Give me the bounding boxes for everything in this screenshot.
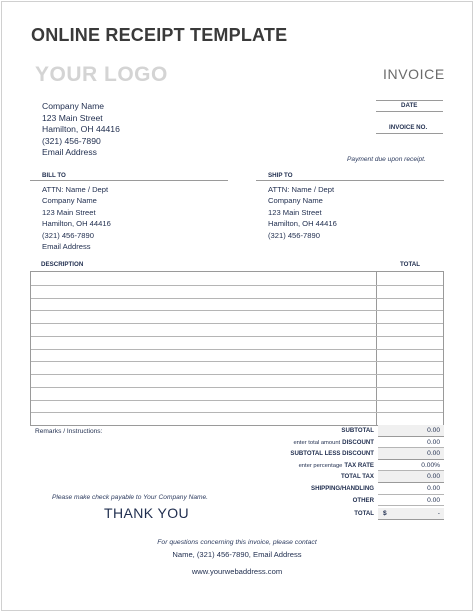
discount-note: enter total amount [293, 439, 341, 446]
grand-total-row [250, 508, 444, 520]
thank-you-text: THANK YOU [104, 505, 190, 521]
date-top-line [376, 100, 443, 101]
ship-to-divider [256, 180, 444, 181]
discount-input[interactable]: 0.00 [378, 437, 444, 449]
date-label: DATE [401, 102, 418, 109]
line-item-row-divider [31, 310, 443, 311]
ship-to-street: 123 Main Street [268, 207, 322, 217]
shipping-label: SHIPPING/HANDLING [311, 485, 374, 492]
invoice-no-label: INVOICE NO. [389, 124, 428, 131]
other-input[interactable]: 0.00 [378, 495, 444, 507]
company-email: Email Address [42, 147, 97, 158]
grand-total-amount: - [437, 510, 440, 517]
currency-symbol: $ [383, 510, 387, 517]
line-items-header [30, 260, 444, 271]
company-phone: (321) 456-7890 [42, 135, 101, 146]
other-label: OTHER [352, 496, 374, 504]
subtotal-label: SUBTOTAL [341, 427, 374, 434]
check-payable-note: Please make check payable to Your Company Name. [52, 494, 209, 501]
bill-to-phone: (321) 456-7890 [42, 230, 94, 240]
line-item-row-divider [31, 349, 443, 350]
line-item-row-divider [31, 412, 443, 413]
bill-to-divider [30, 180, 228, 181]
subtotal-less-discount-value: 0.00 [378, 448, 444, 460]
subtotal-less-discount-row [250, 448, 444, 460]
payment-note: Payment due upon receipt. [347, 156, 426, 163]
remarks-label: Remarks / Instructions: [35, 428, 103, 435]
line-item-row-divider [31, 285, 443, 286]
total-tax-label: TOTAL TAX [340, 473, 374, 481]
tax-rate-input[interactable]: 0.00% [378, 460, 444, 472]
subtotal-row [250, 425, 444, 437]
ship-to-label: SHIP TO [268, 172, 293, 179]
bill-to-attn: ATTN: Name / Dept [42, 185, 109, 194]
total-column-header: TOTAL [400, 261, 421, 268]
ship-to-address [268, 184, 337, 241]
grand-total-value [378, 508, 444, 520]
ship-to-phone: (321) 456-7890 [268, 230, 320, 240]
bill-to-company: Company Name [42, 196, 97, 206]
invoice-no-field[interactable] [376, 133, 443, 134]
page-title: ONLINE RECEIPT TEMPLATE [31, 25, 288, 45]
line-items-table [30, 260, 444, 271]
subtotal-value: 0.00 [378, 425, 444, 437]
discount-label: DISCOUNT [342, 438, 374, 446]
line-item-row-divider [31, 361, 443, 362]
other-row [250, 495, 444, 507]
ship-to-company: Company Name [268, 196, 323, 206]
line-item-row-divider [31, 323, 443, 324]
footer-website[interactable]: www.yourwebaddress.com [191, 567, 283, 576]
line-item-row-divider [31, 336, 443, 337]
description-column-header: DESCRIPTION [41, 261, 84, 268]
company-city: Hamilton, OH 44416 [42, 124, 120, 135]
total-tax-value: 0.00 [378, 471, 444, 483]
bill-to-city: Hamilton, OH 44416 [42, 219, 111, 229]
line-item-row-divider [31, 400, 443, 401]
footer-contact: Name, (321) 456-7890, Email Address [172, 550, 302, 559]
bill-to-address [42, 184, 111, 252]
ship-to-attn: ATTN: Name / Dept [268, 185, 335, 194]
shipping-input[interactable]: 0.00 [378, 483, 444, 495]
invoice-heading: INVOICE [383, 66, 445, 82]
date-field[interactable] [376, 111, 443, 112]
line-item-row-divider [31, 387, 443, 388]
bill-to-street: 123 Main Street [42, 207, 96, 217]
company-street: 123 Main Street [42, 112, 103, 123]
ship-to-city: Hamilton, OH 44416 [268, 219, 337, 229]
tax-rate-note: enter percentage [298, 462, 343, 469]
grand-total-label: TOTAL [354, 510, 374, 517]
subtotal-less-discount-label: SUBTOTAL LESS DISCOUNT [290, 450, 374, 458]
footer-questions: For questions concerning this invoice, please contact [157, 539, 317, 546]
tax-rate-row [250, 460, 444, 472]
line-items-grid[interactable] [30, 271, 444, 426]
company-info [42, 101, 120, 159]
logo-placeholder: YOUR LOGO [35, 63, 168, 86]
bill-to-label: BILL TO [42, 172, 66, 179]
discount-row [250, 437, 444, 449]
line-item-row-divider [31, 374, 443, 375]
total-tax-row [250, 471, 444, 483]
line-item-row-divider [31, 298, 443, 299]
tax-rate-label: TAX RATE [344, 461, 374, 469]
shipping-row [250, 483, 444, 495]
company-name: Company Name [42, 101, 105, 111]
bill-to-email: Email Address [42, 242, 91, 252]
